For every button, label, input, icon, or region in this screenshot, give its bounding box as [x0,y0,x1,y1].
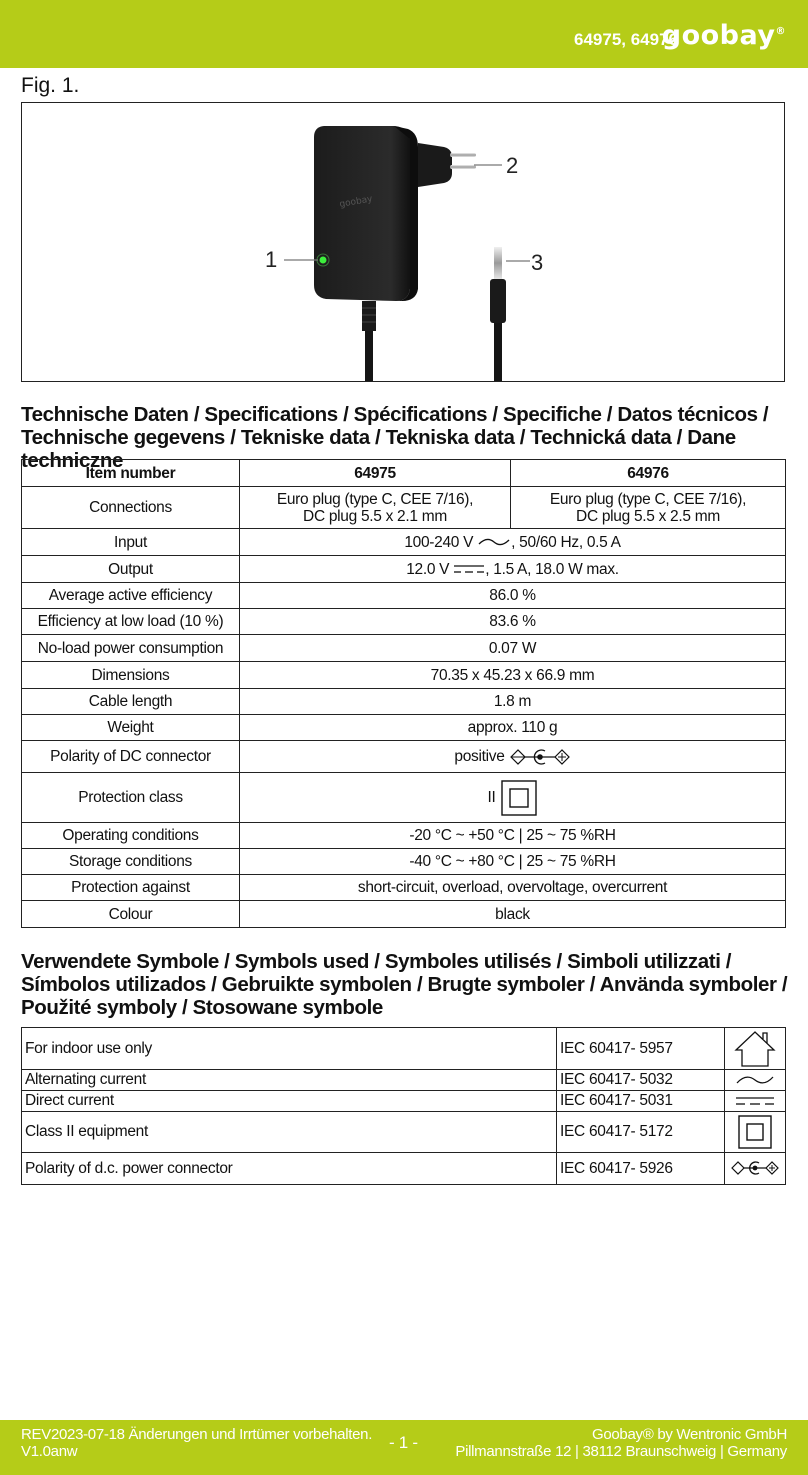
symbols-heading: Verwendete Symbole / Symbols used / Symboles utilisés / Simboli utilizzati / Símbolos utilizados / Gebruikte symbolen / Brugte symboler / Använda symboler / Použité symboly / Stosowane symbole [21,950,788,1019]
connections-64975: Euro plug (type C, CEE 7/16), DC plug 5.5 x 2.1 mm [240,487,511,529]
symbol-label: Polarity of d.c. power connector [22,1153,557,1185]
spec-label: No-load power consumption [22,635,240,662]
table-row [22,773,786,823]
polarity-icon [730,1160,780,1176]
symbol-iec: IEC 60417- 5172 [557,1112,725,1153]
polarity-value: positive [240,741,786,773]
symbol-label: Alternating current [22,1070,557,1091]
symbol-iec: IEC 60417- 5926 [557,1153,725,1185]
spec-label: Storage conditions [22,849,240,875]
ac-icon [735,1073,775,1087]
spec-value: 70.35 x 45.23 x 66.9 mm [240,662,786,689]
item-number-64976: 64976 [511,460,786,487]
symbol-iec: IEC 60417- 5032 [557,1070,725,1091]
spec-value: 86.0 % [240,583,786,609]
input-label: Input [22,529,240,556]
symbol-label: Class II equipment [22,1112,557,1153]
item-number-label: Item number [22,460,240,487]
item-number-64975: 64975 [240,460,511,487]
class2-icon [500,779,538,817]
symbol-label: For indoor use only [22,1028,557,1070]
table-row [22,823,786,849]
spec-label: Cable length [22,689,240,715]
output-label: Output [22,556,240,583]
symbol-iec: IEC 60417- 5957 [557,1028,725,1070]
spec-value: 1.8 m [240,689,786,715]
power-adapter-illustration [22,103,784,381]
spec-label: Protection against [22,875,240,901]
table-row [22,1028,786,1070]
table-row [22,875,786,901]
page-number: - 1 - [389,1433,418,1452]
spec-label: Operating conditions [22,823,240,849]
spec-value: -20 °C ~ +50 °C | 25 ~ 75 %RH [240,823,786,849]
table-row [22,689,786,715]
table-row [22,529,786,556]
footer-revision: REV2023-07-18 Änderungen und Irrtümer vorbehalten. V1.0anw [21,1426,373,1460]
table-row [22,901,786,928]
protection-class-value: II [240,773,786,823]
specifications-table [21,459,786,928]
spec-value: approx. 110 g [240,715,786,741]
spec-value: black [240,901,786,928]
spec-value: 0.07 W [240,635,786,662]
figure-box [21,102,785,382]
model-numbers: 64975, 64976 [574,30,678,49]
polarity-icon [509,748,571,766]
symbol-iec: IEC 60417- 5031 [557,1091,725,1112]
table-row [22,1112,786,1153]
table-row [22,635,786,662]
spec-value: short-circuit, overload, overvoltage, overcurrent [240,875,786,901]
table-row [22,460,786,487]
spec-label: Average active efficiency [22,583,240,609]
connections-64976: Euro plug (type C, CEE 7/16), DC plug 5.5 x 2.5 mm [511,487,786,529]
dc-icon [735,1094,775,1108]
spec-value: 83.6 % [240,609,786,635]
ac-icon [477,536,511,548]
spec-label: Colour [22,901,240,928]
table-row [22,1153,786,1185]
table-row [22,609,786,635]
table-row [22,1070,786,1091]
specifications-heading: Technische Daten / Specifications / Spécifications / Specifiche / Datos técnicos / Technische gegevens / Tekniske data / Tekniska data / Technická data / Dane techniczne [21,403,769,472]
class2-icon [737,1114,773,1150]
output-value: 12.0 V , 1.5 A, 18.0 W max. [240,556,786,583]
callout-3: 3 [531,250,544,275]
header-bar [0,0,808,68]
footer-bar [0,1420,808,1475]
footer-company: Goobay® by Wentronic GmbH Pillmannstraße 12 | 38112 Braunschweig | Germany [455,1426,787,1460]
dc-icon [453,563,485,575]
protection-class-label: Protection class [22,773,240,823]
spec-value: -40 °C ~ +80 °C | 25 ~ 75 %RH [240,849,786,875]
table-row [22,741,786,773]
symbols-table [21,1027,786,1185]
table-row [22,849,786,875]
symbol-label: Direct current [22,1091,557,1112]
spec-label: Weight [22,715,240,741]
house-icon [733,1030,777,1068]
callout-1: 1 [265,247,278,272]
input-value: 100-240 V , 50/60 Hz, 0.5 A [240,529,786,556]
svg-text:goobay: goobay [338,194,374,210]
table-row [22,583,786,609]
table-row [22,556,786,583]
connections-label: Connections [22,487,240,529]
table-row [22,662,786,689]
table-row [22,487,786,529]
spec-label: Dimensions [22,662,240,689]
goobay-logo: goobay® [661,20,786,51]
table-row [22,715,786,741]
polarity-label: Polarity of DC connector [22,741,240,773]
table-row [22,1091,786,1112]
spec-label: Efficiency at low load (10 %) [22,609,240,635]
figure-title: Fig. 1. [21,74,80,97]
callout-2: 2 [506,153,519,178]
